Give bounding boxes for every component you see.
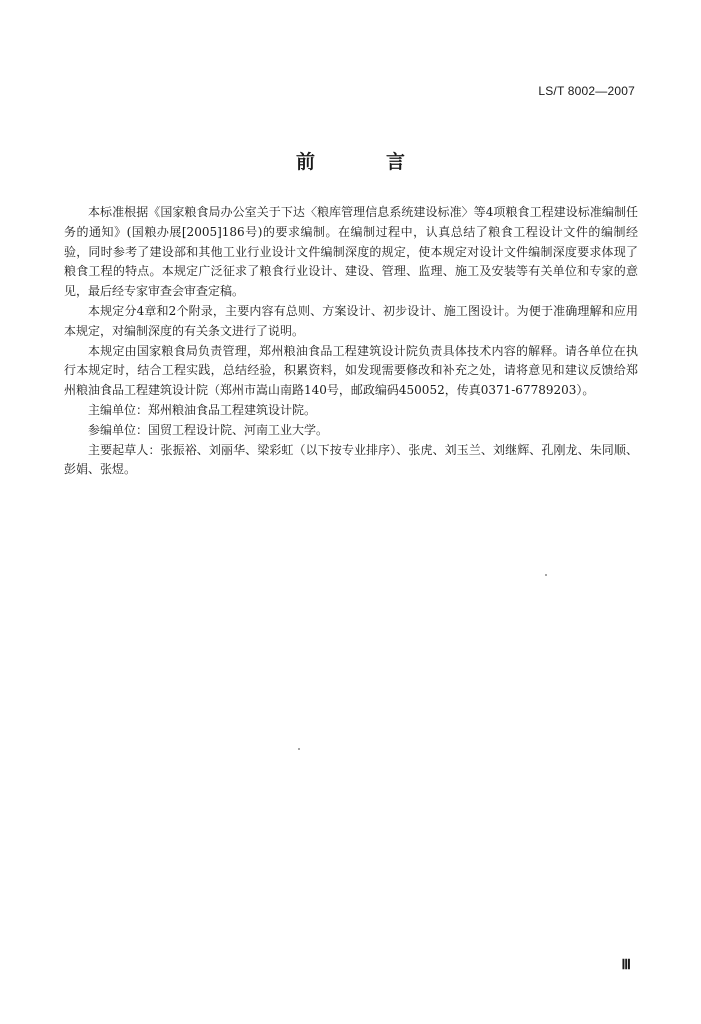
- page-title: 前 言: [295, 151, 431, 173]
- paragraph-drafters: 主要起草人：张振裕、刘丽华、梁彩虹（以下按专业排序）、张虎、刘玉兰、刘继辉、孔刚龙、朱同顺、彭娟、张煜。: [64, 442, 638, 477]
- scan-speck: [545, 574, 547, 576]
- paragraph-background: 本标准根据《国家粮食局办公室关于下达〈粮库管理信息系统建设标准〉等4项粮食工程建设标准编制任务的通知》(国粮办展[2005]186号)的要求编制。在编制过程中，认真总结了粮食工程设计文件的编制经验，同时参考了建设部和其他工业行业设计文件编制深度的规定，使本规定对设计文件编制深度要求体现了粮食工程的特点。本规定广泛征求了粮食行业设计、建设、管理、监理、施工及安装等有关单位和专家的意见，最后经专家审查会审查定稿。: [64, 205, 638, 299]
- scan-speck: [298, 748, 300, 750]
- page-number: Ⅲ: [621, 958, 631, 973]
- standard-code: LS/T 8002—2007: [538, 84, 635, 98]
- paragraph-structure: 本规定分4章和2个附录，主要内容有总则、方案设计、初步设计、施工图设计。为便于准确理解和应用本规定，对编制深度的有关条文进行了说明。: [64, 303, 638, 338]
- paragraph-management: 本规定由国家粮食局负责管理，郑州粮油食品工程建筑设计院负责具体技术内容的解释。请各单位在执行本规定时，结合工程实践，总结经验，积累资料，如发现需要修改和补充之处，请将意见和建议反馈给郑州粮油食品工程建筑设计院（郑州市嵩山南路140号，邮政编码450052，传真0371-67789203）。: [64, 343, 638, 398]
- paragraph-participating-units: 参编单位：国贸工程设计院、河南工业大学。: [88, 422, 329, 437]
- preface-body: [64, 203, 638, 480]
- paragraph-chief-unit: 主编单位：郑州粮油食品工程建筑设计院。: [88, 402, 317, 417]
